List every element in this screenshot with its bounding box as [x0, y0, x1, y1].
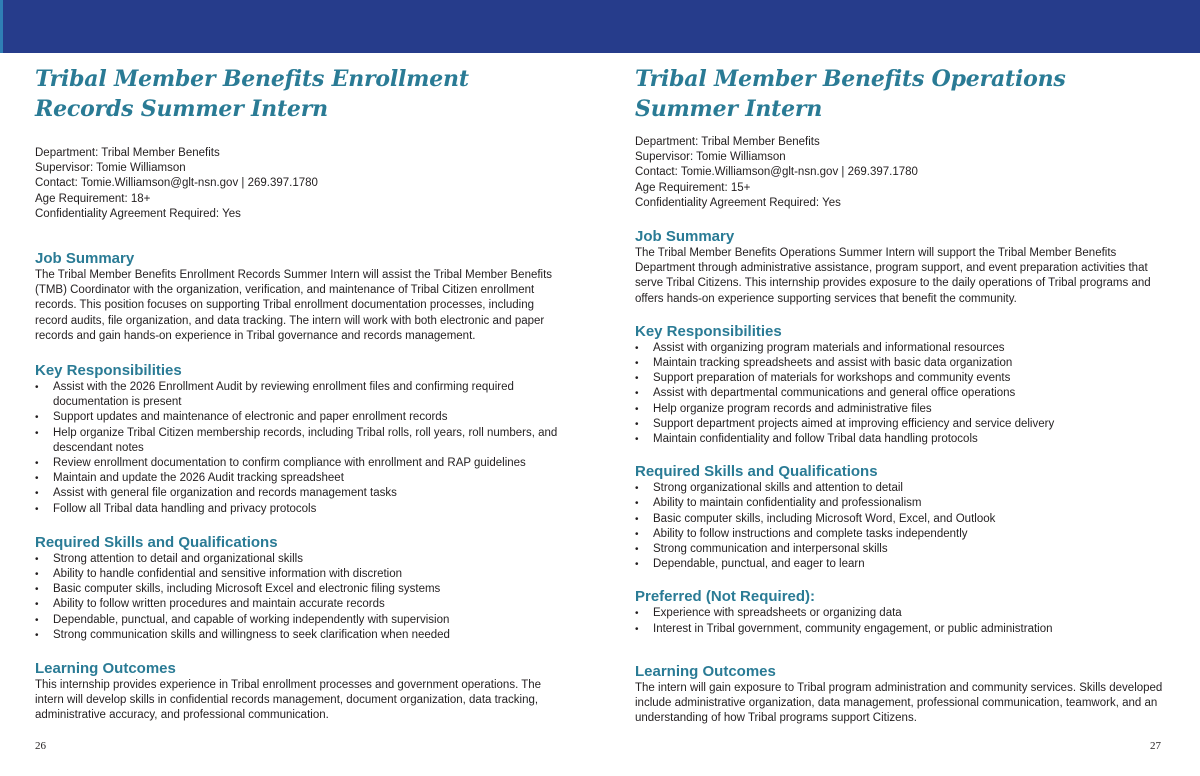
left-outcomes-heading: Learning Outcomes [35, 660, 176, 678]
list-item: • Ability to follow written procedures and maintain accurate records [35, 597, 560, 612]
left-age-requirement: Age Requirement: 18+ [35, 192, 151, 205]
list-item: • Interest in Tribal government, community engagement, or public administration [635, 622, 1170, 637]
right-responsibilities-heading: Key Responsibilities [635, 322, 782, 340]
list-item: • Assist with departmental communications and general office operations [635, 386, 1170, 401]
list-item: • Assist with the 2026 Enrollment Audit by reviewing enrollment files and confirming required documentation is present [35, 380, 560, 410]
list-item: • Strong communication skills and willingness to seek clarification when needed [35, 628, 560, 643]
right-skills-heading: Required Skills and Qualifications [635, 463, 878, 481]
list-item: • Follow all Tribal data handling and privacy protocols [35, 502, 560, 517]
list-item: • Ability to handle confidential and sensitive information with discretion [35, 567, 560, 582]
right-page [635, 64, 1170, 726]
list-item: • Dependable, punctual, and capable of working independently with supervision [35, 613, 560, 628]
list-item: • Strong communication and interpersonal skills [635, 542, 1170, 557]
left-job-details [35, 146, 560, 222]
list-item: • Assist with general file organization and records management tasks [35, 486, 560, 501]
list-item: • Basic computer skills, including Microsoft Word, Excel, and Outlook [635, 512, 1170, 527]
list-item: • Basic computer skills, including Microsoft Excel and electronic filing systems [35, 582, 560, 597]
header-bar-edge [0, 0, 3, 53]
list-item: • Support department projects aimed at improving efficiency and service delivery [635, 417, 1170, 432]
right-job-summary-heading: Job Summary [635, 228, 735, 246]
right-page-number: 27 [1150, 740, 1161, 752]
list-item: • Support preparation of materials for workshops and community events [635, 371, 1170, 386]
left-confidentiality: Confidentiality Agreement Required: Yes [35, 207, 241, 220]
left-outcomes-text: This internship provides experience in Tribal enrollment processes and government operations. The intern will develop skills in confidential records management, document organization, data tracking, administrative accuracy, and professional communication. [35, 679, 542, 722]
left-skills-heading: Required Skills and Qualifications [35, 533, 278, 551]
right-responsibilities-list [635, 341, 1170, 447]
right-job-summary-text: The Tribal Member Benefits Operations Summer Intern will support the Tribal Member Benefits Department through administrative assistance, program support, and event preparation activities that serve Tribal Citizens. This internship provides exposure to the daily operations of Tribal programs and offers hands-on experience supporting services that benefit the community. [635, 247, 1151, 305]
list-item: • Help organize Tribal Citizen membership records, including Tribal rolls, roll years, roll numbers, and descendant notes [35, 426, 560, 456]
right-outcomes-text: The intern will gain exposure to Tribal program administration and community services. Skills developed include administrative organization, data management, professional communication, teamwork, and an understanding of how Tribal programs support Citizens. [635, 681, 1163, 725]
list-item: • Assist with organizing program materials and informational resources [635, 341, 1170, 356]
left-page-title: Tribal Member Benefits Enrollment Records Summer Intern [35, 66, 469, 122]
list-item: • Strong organizational skills and attention to detail [635, 481, 1170, 496]
left-responsibilities-list [35, 380, 560, 517]
right-preferred-list [635, 606, 1170, 636]
header-bar [0, 0, 1200, 53]
list-item: • Maintain and update the 2026 Audit tracking spreadsheet [35, 471, 560, 486]
left-skills-list [35, 552, 560, 643]
list-item: • Support updates and maintenance of electronic and paper enrollment records [35, 410, 560, 425]
right-supervisor: Supervisor: Tomie Williamson [635, 151, 786, 164]
left-contact: Contact: Tomie.Williamson@glt-nsn.gov | 269.397.1780 [35, 177, 318, 190]
right-skills-list [635, 481, 1170, 572]
left-job-summary-heading: Job Summary [35, 250, 135, 268]
list-item: • Maintain tracking spreadsheets and assist with basic data organization [635, 356, 1170, 371]
right-outcomes-heading: Learning Outcomes [635, 662, 776, 680]
left-page [35, 64, 560, 724]
list-item: • Maintain confidentiality and follow Tribal data handling protocols [635, 432, 1170, 447]
list-item: • Strong attention to detail and organizational skills [35, 552, 560, 567]
list-item: • Review enrollment documentation to confirm compliance with enrollment and RAP guidelines [35, 456, 560, 471]
right-confidentiality: Confidentiality Agreement Required: Yes [635, 196, 841, 209]
right-page-title: Tribal Member Benefits Operations Summer Intern [635, 66, 1066, 122]
list-item: • Experience with spreadsheets or organizing data [635, 606, 1170, 621]
left-supervisor: Supervisor: Tomie Williamson [35, 162, 186, 175]
left-page-number: 26 [35, 740, 46, 752]
left-responsibilities-heading: Key Responsibilities [35, 362, 182, 380]
list-item: • Ability to maintain confidentiality and professionalism [635, 496, 1170, 511]
right-preferred-heading: Preferred (Not Required): [635, 588, 816, 606]
right-department: Department: Tribal Member Benefits [635, 136, 820, 148]
right-age-requirement: Age Requirement: 15+ [635, 181, 751, 194]
left-department: Department: Tribal Member Benefits [35, 147, 220, 159]
left-job-summary-text: The Tribal Member Benefits Enrollment Records Summer Intern will assist the Tribal Member Benefits (TMB) Coordinator with the organization, verification, and maintenance of Tribal Citizen enrollment records. This position focuses on supporting Tribal enrollment documentation processes, including record audits, file organization, and data tracking. The intern will work with both electronic and paper records and gain hands-on experience in Tribal governance and records management. [35, 269, 553, 342]
right-contact: Contact: Tomie.Williamson@glt-nsn.gov | 269.397.1780 [635, 166, 918, 179]
list-item: • Help organize program records and administrative files [635, 402, 1170, 417]
list-item: • Dependable, punctual, and eager to learn [635, 557, 1170, 572]
list-item: • Ability to follow instructions and complete tasks independently [635, 527, 1170, 542]
right-job-details [635, 135, 1170, 211]
